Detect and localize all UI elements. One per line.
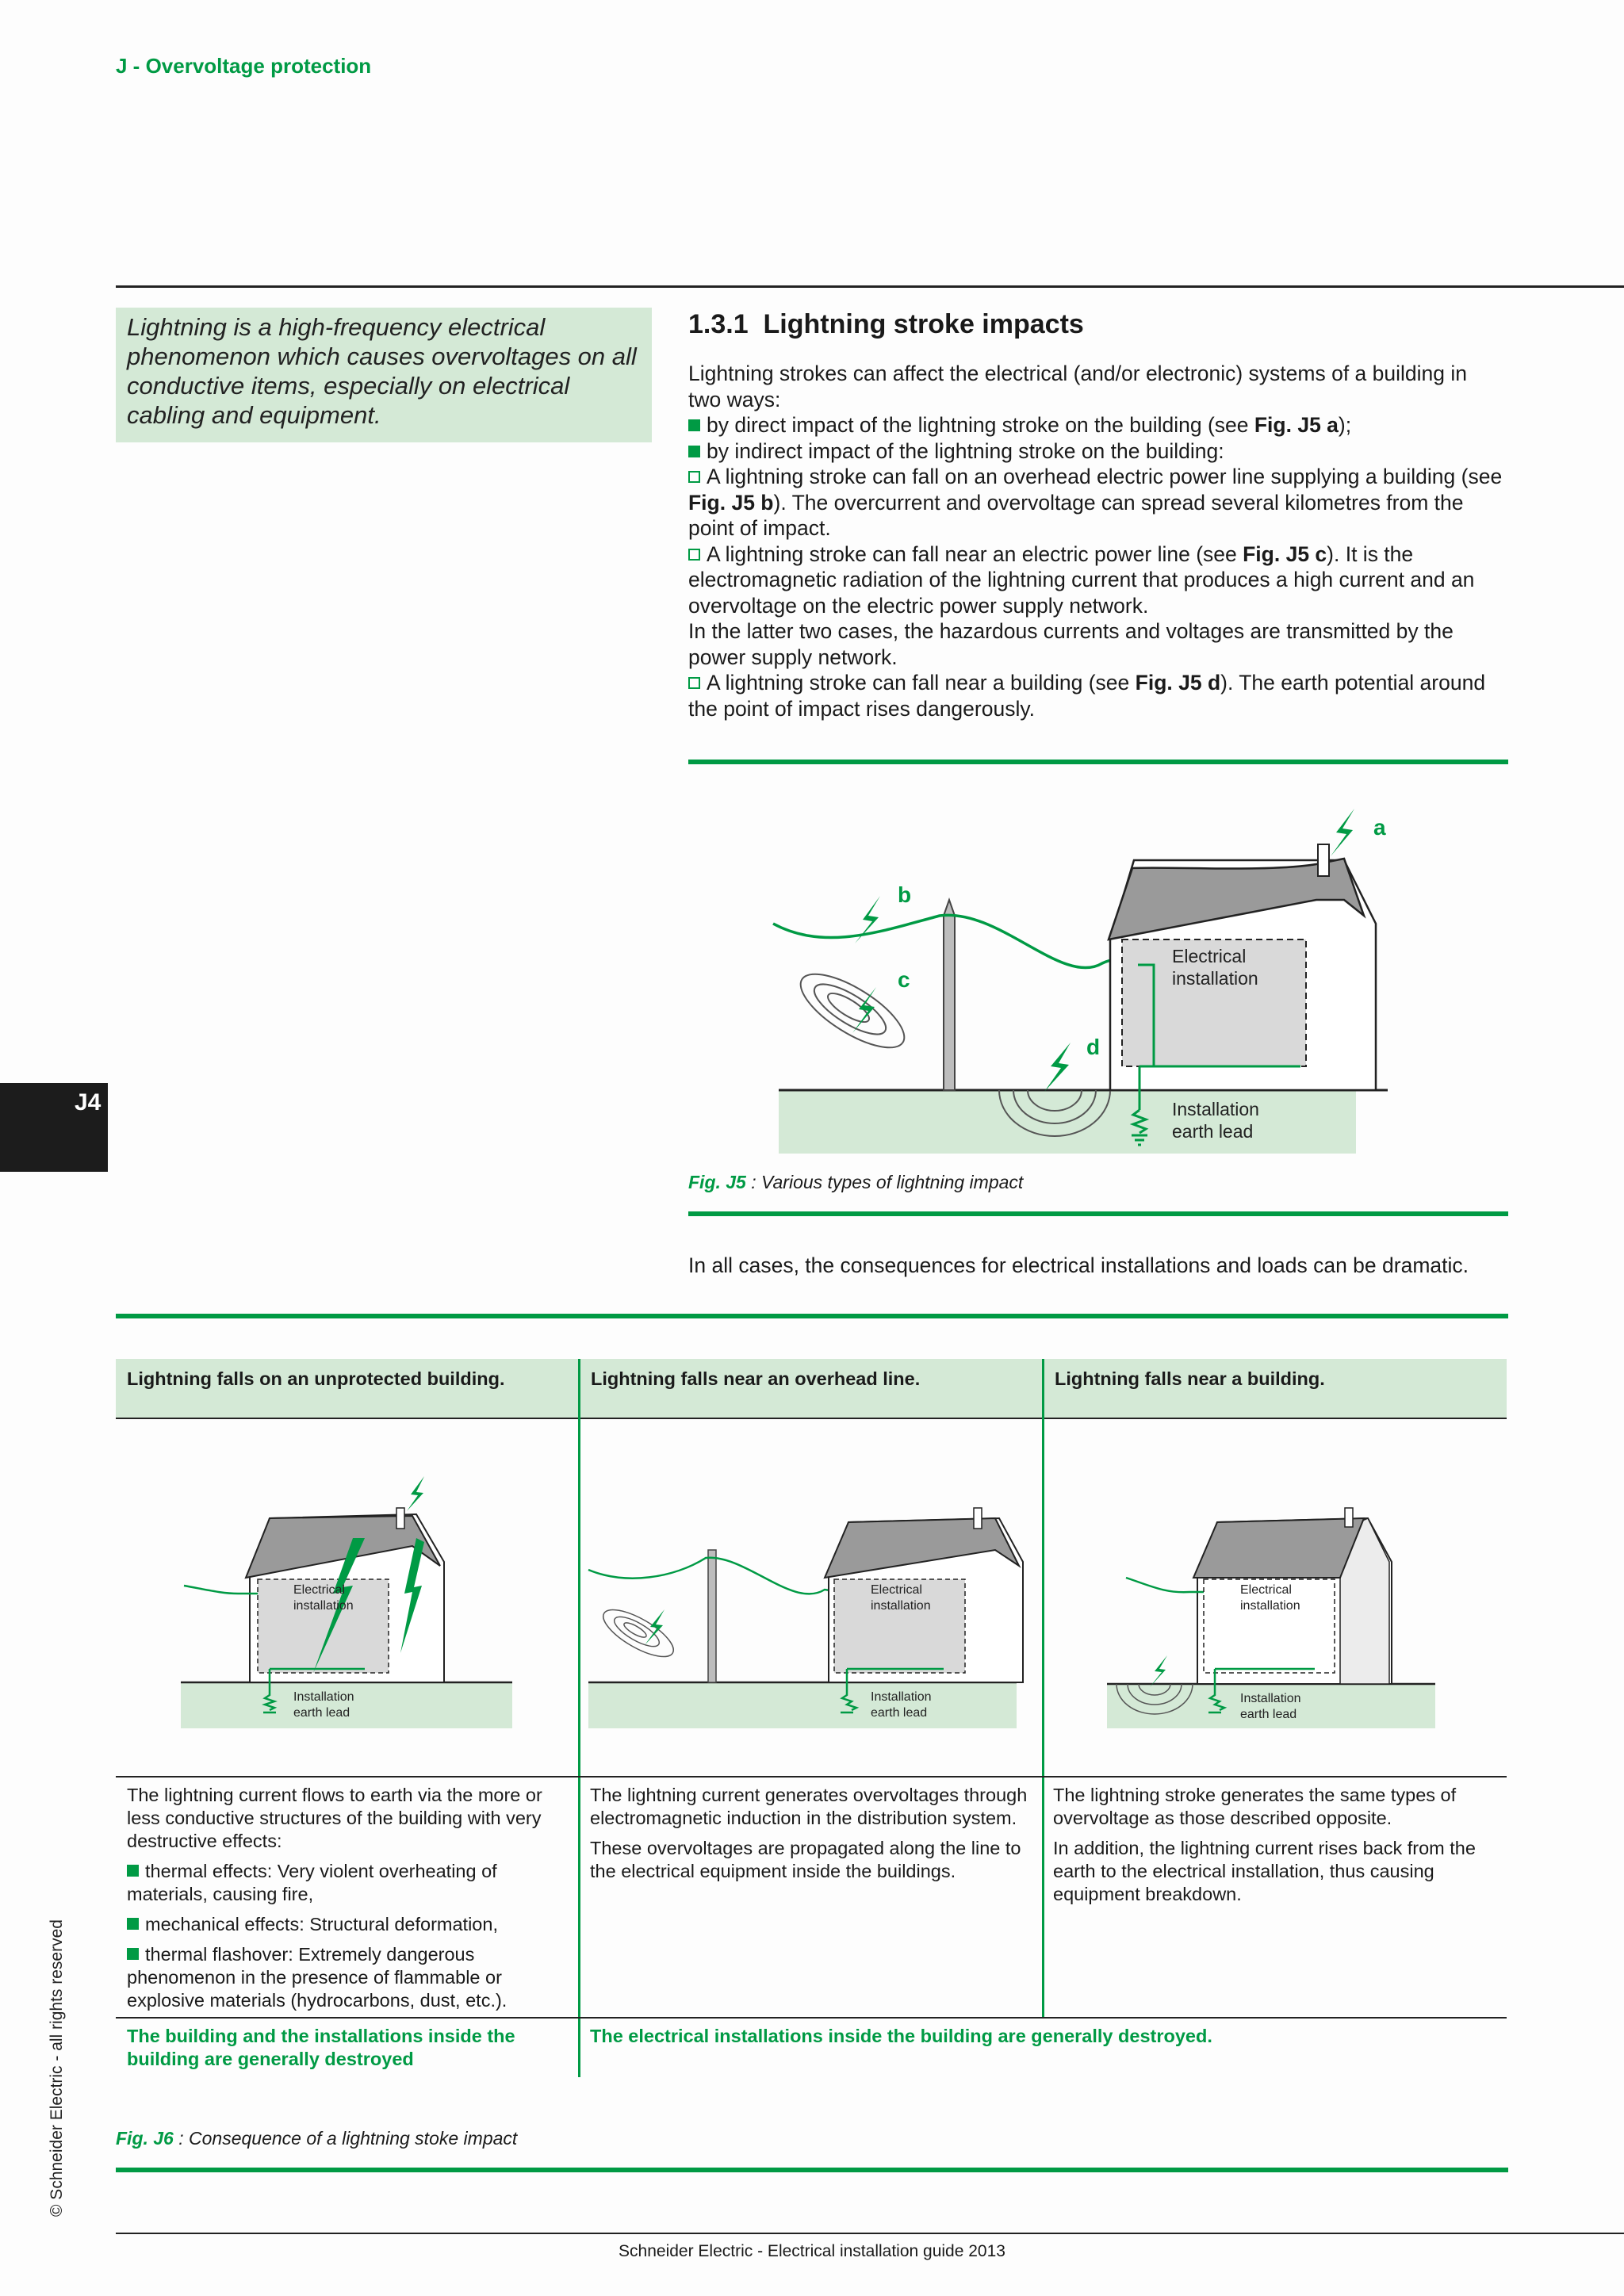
label-a: a [1373, 815, 1386, 840]
hollow-square-bullet-icon [688, 677, 700, 689]
section-title [688, 309, 1505, 340]
label-d: d [1086, 1035, 1101, 1059]
fig5-top-rule [688, 760, 1508, 764]
hollow-square-bullet-icon [688, 471, 700, 483]
table-conseq-rule [116, 2017, 1507, 2019]
cell2-p1: The lightning current generates overvoltages through electromagnetic induction in the distribution system. [590, 1785, 1028, 1828]
cell1-bullet-thermal: thermal effects: Very violent overheating of materials, causing fire, [127, 1861, 497, 1904]
cell2-p2: These overvoltages are propagated along the line to the electrical equipment inside the buildings. [590, 1838, 1021, 1881]
lightning-bolt-a-icon [1331, 809, 1354, 856]
hollow-square-bullet-icon [688, 549, 700, 561]
section-number: 1.3.1 [688, 309, 749, 339]
cell1-bullet-flashover: thermal flashover: Extremely dangerous phenomenon in the presence of flammable or explosive materials (hydrocarbons, dust, etc.). [127, 1944, 508, 2011]
table-divider-2 [1042, 1359, 1044, 2017]
svg-text:installation: installation [871, 1599, 931, 1613]
svg-text:earth lead: earth lead [1240, 1708, 1297, 1721]
latter-paragraph: In the latter two cases, the hazardous currents and voltages are transmitted by the power supply network. [688, 619, 1454, 669]
illustration-direct-strike [174, 1475, 523, 1736]
sidenote-text: Lightning is a high-frequency electrical phenomenon which causes overvoltages on all conductive items, especially on electrical cabling and equipment. [127, 313, 637, 429]
table-header-3: Lightning falls near a building. [1044, 1359, 1507, 1418]
fig5-bottom-rule [688, 1211, 1508, 1216]
bullet-direct: by direct impact of the lightning stroke on the building (see Fig. J5 a); [688, 412, 1505, 438]
svg-text:installation: installation [1240, 1599, 1300, 1613]
svg-text:installation: installation [293, 1599, 354, 1613]
svg-text:earth lead: earth lead [293, 1706, 350, 1720]
svg-text:Electrical: Electrical [871, 1583, 922, 1597]
cell1-intro: The lightning current flows to earth via the more or less conductive structures of the building with very destructive effects: [127, 1785, 542, 1851]
table-cell-3 [1053, 1784, 1497, 1913]
consequence-sentence: In all cases, the consequences for electrical installations and loads can be dramatic. [688, 1253, 1469, 1277]
bullet-indirect: by indirect impact of the lightning stroke on the building: [688, 438, 1505, 465]
lightning-bolt-d-icon [1044, 1043, 1071, 1092]
svg-text:Electrical: Electrical [293, 1583, 345, 1597]
earth-label-2: earth lead [1172, 1121, 1254, 1142]
table-cell-1 [127, 1784, 571, 2019]
label-b: b [898, 882, 912, 907]
footer-text: Schneider Electric - Electrical installation guide 2013 [619, 2242, 1005, 2260]
svg-text:Electrical: Electrical [1240, 1583, 1292, 1597]
table-illus-rule [116, 1776, 1507, 1777]
page-tab: J4 [0, 1083, 108, 1172]
intro-paragraph: Lightning strokes can affect the electrical (and/or electronic) systems of a building in two ways: [688, 362, 1467, 411]
elec-label-2: installation [1172, 968, 1258, 989]
lightning-bolt-c-icon [852, 987, 876, 1033]
table-cell-2 [590, 1784, 1034, 1890]
consequence-col23: The electrical installations inside the building are generally destroyed. [590, 2026, 1212, 2046]
top-rule [116, 285, 1624, 288]
table-header-1: Lightning falls on an unprotected building. [116, 1359, 579, 1418]
copyright-notice: © Schneider Electric - all rights reserved [48, 1919, 66, 2217]
pole-top [944, 900, 955, 916]
lightning-bolt-icon [1150, 1655, 1167, 1687]
elec-label-1: Electrical [1172, 946, 1247, 966]
square-bullet-icon [127, 1948, 139, 1960]
illustration-line-strike [587, 1498, 1031, 1736]
earth-label-1: Installation [1172, 1099, 1259, 1119]
cell3-p1: The lightning stroke generates the same types of overvoltage as those described opposite. [1053, 1785, 1457, 1828]
lightning-bolt-icon [407, 1476, 424, 1511]
power-pole [944, 916, 955, 1090]
cell1-bullet-mechanical: mechanical effects: Structural deformation, [127, 1913, 571, 1936]
fig5-diagram [761, 797, 1396, 1169]
cell3-p2: In addition, the lightning current rises back from the earth to the electrical installation, thus causing equipment breakdown. [1053, 1838, 1476, 1904]
section-text [688, 361, 1505, 721]
square-bullet-icon [127, 1865, 139, 1877]
square-bullet-icon [688, 419, 700, 431]
svg-text:Installation: Installation [1240, 1692, 1301, 1705]
air-impact-rings [791, 961, 915, 1062]
section-body [688, 308, 1505, 721]
fig6-top-rule [116, 1314, 1508, 1318]
fig6-bottom-rule [116, 2168, 1508, 2172]
label-c: c [898, 967, 910, 992]
illustration-building-strike [1102, 1498, 1451, 1736]
square-bullet-icon [127, 1918, 139, 1930]
footer-rule [116, 2233, 1624, 2234]
subbullet-near-line: A lightning stroke can fall near an electric power line (see Fig. J5 c). It is the electromagnetic radiation of the lightning current that produces a high current and an overvoltage on the electric power supply network. [688, 541, 1475, 618]
lightning-bolt-icon [645, 1609, 665, 1645]
table-header-2: Lightning falls near an overhead line. [580, 1359, 1043, 1418]
svg-text:Installation: Installation [871, 1690, 932, 1704]
svg-text:Installation: Installation [293, 1690, 354, 1704]
subbullet-near-building: A lightning stroke can fall near a building (see Fig. J5 d). The earth potential around the point of impact rises dangerously. [688, 671, 1486, 721]
subbullet-overhead: A lightning stroke can fall on an overhead electric power line supplying a building (see Fig. J5 b). The overcurrent and overvoltage can spread several kilometres from the point of impact. [688, 465, 1503, 540]
table-divider-1 [578, 1359, 580, 2077]
chapter-header: J - Overvoltage protection [116, 54, 372, 78]
chimney [1318, 844, 1329, 876]
consequence-col1: The building and the installations inside the building are generally destroyed [127, 2026, 515, 2069]
sidenote-box [116, 308, 652, 442]
section-title-text: Lightning stroke impacts [763, 309, 1084, 339]
square-bullet-icon [688, 446, 700, 457]
fig6-caption: Fig. J6 : Consequence of a lightning stoke impact [116, 2128, 518, 2149]
fig5-caption: Fig. J5 : Various types of lightning impact [688, 1172, 1024, 1192]
table-header-rule [116, 1418, 1507, 1419]
svg-text:earth lead: earth lead [871, 1706, 928, 1720]
